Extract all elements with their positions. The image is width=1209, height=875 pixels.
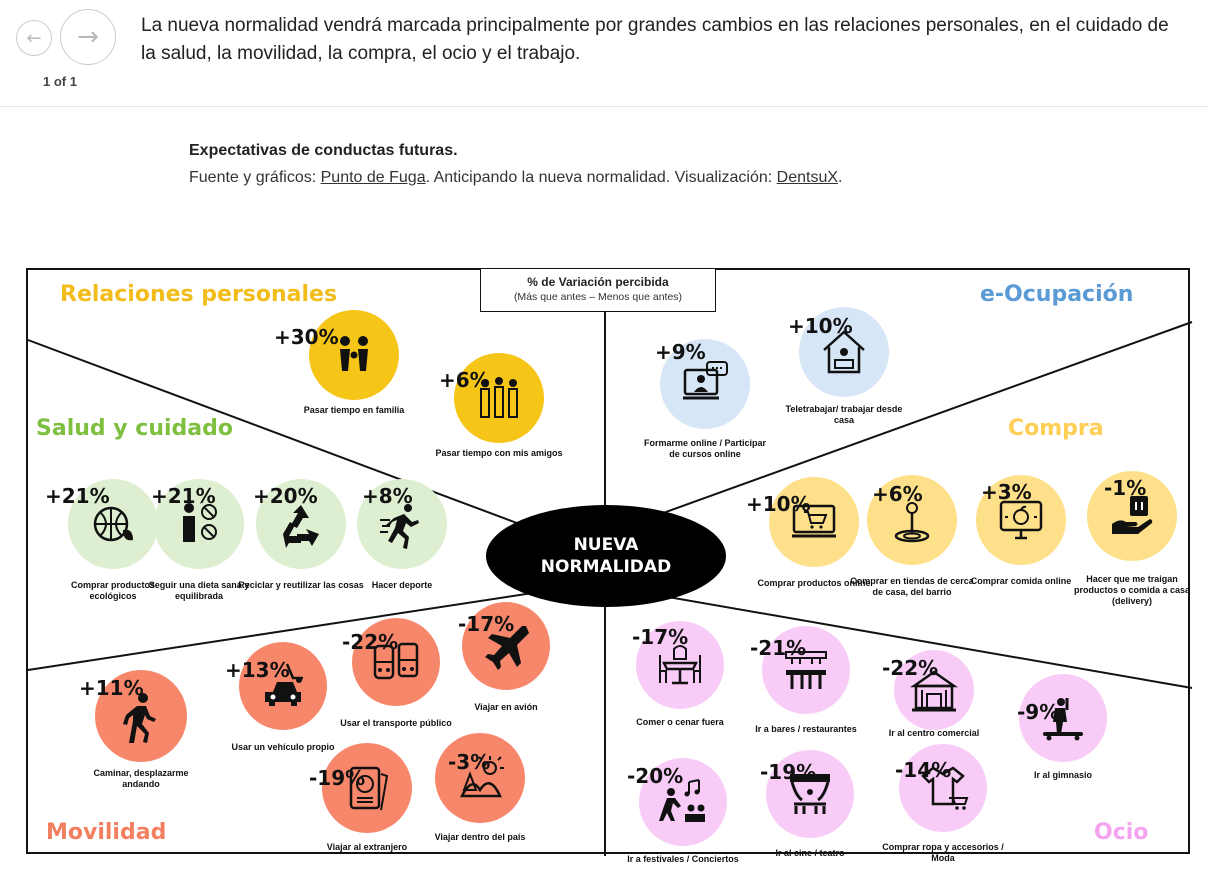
item-theater — [760, 760, 845, 858]
arrow-right-icon: → — [77, 22, 99, 52]
figure-title: Expectativas de conductas futuras. — [189, 142, 458, 159]
next-button[interactable] — [60, 9, 116, 65]
item-bus-train — [340, 630, 452, 728]
item-percent: -17% — [632, 625, 689, 649]
item-label: Hacer deporte — [371, 580, 433, 590]
item-label: Ir al cine / teatro — [775, 848, 845, 858]
item-family — [274, 325, 405, 415]
item-label: Comprar productos ecológicos — [70, 580, 155, 601]
item-label: Pasar tiempo en familia — [303, 405, 405, 415]
item-label: Ir a festivales / Conciertos — [627, 854, 739, 864]
item-label: Formarme online / Participar de cursos online — [643, 438, 767, 459]
item-label: Ir a bares / restaurantes — [755, 724, 857, 734]
item-airplane — [458, 612, 538, 712]
item-recycle — [238, 484, 364, 590]
source-prefix: Fuente y gráficos: — [189, 169, 321, 186]
item-percent: +21% — [151, 484, 216, 508]
item-restaurant-table — [632, 625, 724, 727]
item-label: Comprar ropa y accesorios / Moda — [882, 842, 1004, 863]
arrow-left-icon: ← — [26, 27, 42, 49]
item-percent: -19% — [760, 760, 817, 784]
item-percent: -3% — [448, 750, 491, 774]
center-line-2: NORMALIDAD — [540, 557, 672, 577]
item-label: Usar un vehículo propio — [231, 742, 335, 752]
viewer-header — [0, 0, 1209, 107]
section-e-ocupacion: e-Ocupación — [980, 282, 1134, 307]
section-salud-cuidado: Salud y cuidado — [36, 416, 234, 441]
item-label: Comprar en tiendas de cerca de casa, del barrio — [850, 576, 974, 597]
item-label: Viajar en avión — [474, 702, 538, 712]
item-percent: +20% — [253, 484, 318, 508]
item-passport — [309, 766, 408, 852]
figure-source — [189, 169, 842, 187]
infographic — [26, 268, 1191, 864]
item-percent: +6% — [872, 482, 923, 506]
item-percent: +3% — [981, 480, 1032, 504]
item-home-office — [785, 314, 903, 425]
item-label: Usar el transporte público — [340, 718, 452, 728]
center-ellipse — [486, 505, 726, 607]
item-label: Caminar, desplazarme andando — [93, 768, 189, 789]
item-label: Ir al gimnasio — [1033, 770, 1093, 780]
section-ocio: Ocio — [1094, 820, 1149, 845]
legend-title: % de Variación percibida — [527, 275, 669, 289]
item-percent: -21% — [750, 636, 807, 660]
item-delivery — [1073, 476, 1191, 606]
viz-link[interactable]: DentsuX — [776, 169, 839, 186]
item-label: Pasar tiempo con mis amigos — [435, 448, 563, 458]
item-label: Comprar productos online — [757, 578, 871, 588]
source-link[interactable]: Punto de Fuga — [320, 169, 426, 186]
item-friends — [435, 368, 563, 458]
item-percent: +13% — [225, 658, 290, 682]
item-local-store — [850, 482, 974, 597]
item-label: Reciclar y reutilizar las cosas — [238, 580, 364, 590]
item-percent: +21% — [45, 484, 110, 508]
item-percent: -22% — [882, 656, 939, 680]
item-percent: -19% — [309, 766, 366, 790]
item-mall — [882, 656, 980, 738]
item-clothes — [882, 758, 1004, 863]
item-percent: +6% — [439, 368, 490, 392]
section-compra: Compra — [1008, 416, 1104, 441]
item-label: Seguir una dieta sana y equilibrada — [148, 580, 250, 601]
item-percent: -9% — [1017, 700, 1060, 724]
item-percent: +10% — [746, 492, 811, 516]
item-percent: +10% — [788, 314, 853, 338]
item-percent: +8% — [362, 484, 413, 508]
item-percent: +30% — [274, 325, 339, 349]
item-online-course — [643, 340, 767, 459]
item-label: Viajar al extranjero — [326, 842, 408, 852]
item-landscape — [434, 750, 526, 842]
item-label: Hacer que me traigan productos o comida a casa (delivery) — [1073, 574, 1191, 606]
online-course-icon — [681, 360, 729, 408]
item-percent: -14% — [895, 758, 952, 782]
center-line-1: NUEVA — [573, 535, 639, 555]
item-percent: -1% — [1104, 476, 1147, 500]
item-percent: -22% — [342, 630, 399, 654]
item-percent: +9% — [655, 340, 706, 364]
item-label: Viajar dentro del país — [434, 832, 526, 842]
image-caption: La nueva normalidad vendrá marcada principalmente por grandes cambios en las relaciones personales, en el cuidado de la salud, la movilidad, la compra, el ocio y el trabajo. — [141, 15, 1169, 64]
item-label: Comprar comida online — [970, 576, 1072, 586]
legend-subtitle: (Más que antes – Menos que antes) — [513, 291, 683, 303]
item-walking — [79, 676, 189, 789]
section-relaciones-personales: Relaciones personales — [60, 282, 338, 307]
item-label: Ir al centro comercial — [888, 728, 980, 738]
item-percent: -17% — [458, 612, 515, 636]
legend-box — [480, 268, 716, 312]
item-percent: -20% — [627, 764, 684, 788]
section-movilidad: Movilidad — [46, 820, 167, 845]
prev-button[interactable] — [16, 20, 52, 56]
source-suffix: . — [838, 169, 843, 186]
item-online-cart — [746, 492, 871, 588]
item-gym — [1017, 700, 1093, 780]
item-running — [362, 484, 433, 590]
item-label: Comer o cenar fuera — [636, 717, 724, 727]
source-middle: . Anticipando la nueva normalidad. Visualización: — [425, 169, 777, 186]
item-label: Teletrabajar/ trabajar desde casa — [785, 404, 903, 425]
item-eco-globe — [45, 484, 155, 601]
item-concert — [627, 764, 739, 864]
item-diet — [148, 484, 250, 601]
item-percent: +11% — [79, 676, 144, 700]
page-counter: 1 of 1 — [43, 74, 77, 89]
item-vehicle — [225, 658, 335, 752]
item-food-online — [970, 480, 1072, 586]
item-bar — [750, 636, 857, 734]
